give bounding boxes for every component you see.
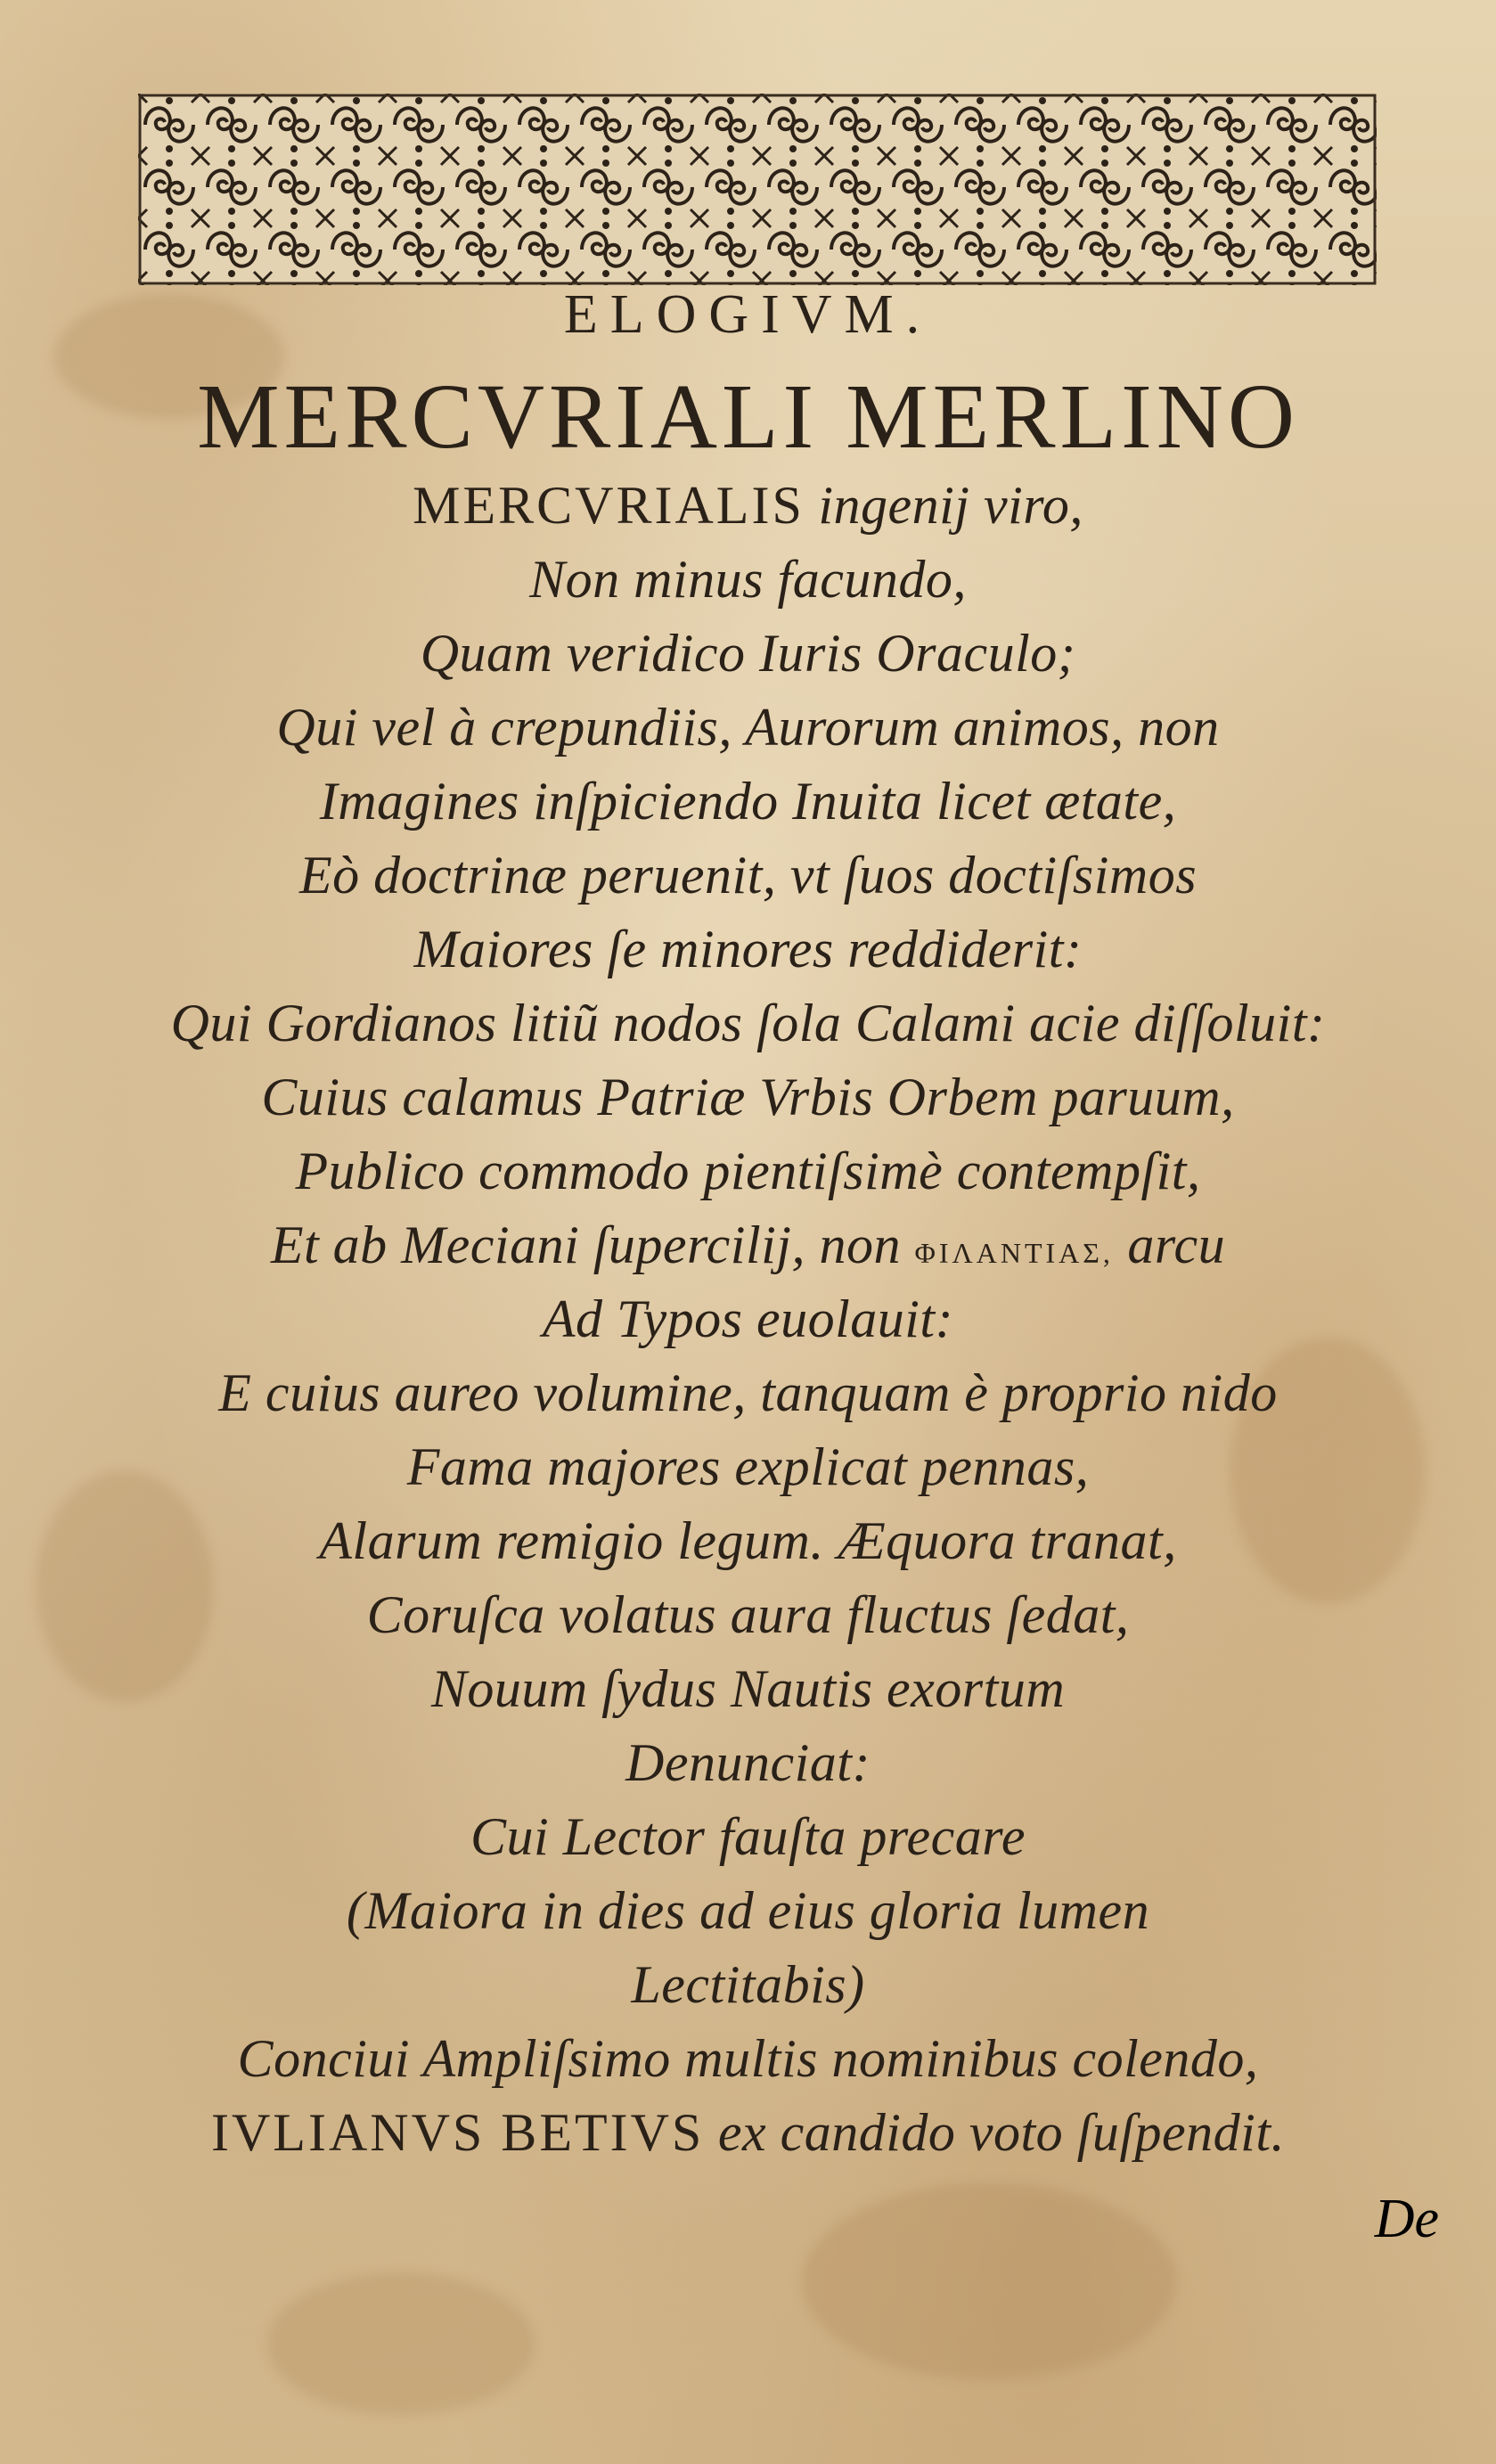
- text-line: Quam veridico Iuris Oraculo;: [420, 624, 1076, 683]
- line-tail: ingenij viro,: [804, 476, 1083, 535]
- greek-word: ΦΙΛΑΝΤΙΑΣ,: [914, 1237, 1114, 1269]
- line-tail: arcu: [1113, 1216, 1226, 1274]
- headpiece-ornament-svg: [138, 94, 1377, 285]
- text-line: Cuius calamus Patriæ Vrbis Orbem paruum,: [261, 1068, 1235, 1126]
- line-lead: IVLIANVS BETIVS: [211, 2103, 705, 2162]
- text-line: E cuius aureo volumine, tanquam è proprio nido: [218, 1363, 1278, 1422]
- text-line: Publico commodo pientiſsimè contempſit,: [295, 1142, 1201, 1200]
- paper-stain: [267, 2272, 535, 2415]
- text-line: Fama majores explicat pennas,: [406, 1437, 1090, 1496]
- text-line: Imagines inſpiciendo Inuita licet ætate,: [319, 772, 1177, 831]
- text-line: Non minus facundo,: [529, 550, 967, 609]
- paper-stain: [802, 2183, 1176, 2379]
- text-line: Qui vel à crepundiis, Aurorum animos, non: [276, 698, 1220, 757]
- text-line: Denunciat:: [625, 1733, 871, 1792]
- line-lead: MERCVRIALIS: [413, 476, 805, 535]
- text-line: Alarum remigio legum. Æquora tranat,: [319, 1511, 1177, 1570]
- text-line: Maiores ſe minores reddiderit:: [413, 920, 1083, 978]
- text-line: Qui Gordianos litiũ nodos ſola Calami acie diſſoluit:: [170, 994, 1326, 1052]
- text-line: [0, 2102, 1496, 2164]
- line-tail: ex candido voto ſuſpendit.: [704, 2103, 1285, 2162]
- text-line: Ad Typos euolauit:: [542, 1289, 954, 1348]
- text-line: [0, 475, 1496, 536]
- text-line: (Maiora in dies ad eius gloria lumen: [346, 1881, 1150, 1940]
- text-line: [0, 1215, 1496, 1276]
- catchword: De: [1374, 2189, 1439, 2249]
- text-line: Eò doctrinæ peruenit, vt ſuos doctiſsimos: [298, 846, 1198, 905]
- text-line: Nouum ſydus Nautis exortum: [430, 1659, 1066, 1718]
- text-line: Coruſca volatus aura fluctus ſedat,: [366, 1585, 1130, 1644]
- dedicatee-line: MERCVRIALI MERLINO: [197, 365, 1299, 468]
- text-line: Lectitabis): [631, 1955, 865, 2014]
- line-lead: Et ab Meciani ſupercilij, non: [270, 1216, 915, 1274]
- decorative-headpiece: [138, 94, 1377, 285]
- text-line: Cui Lector fauſta precare: [470, 1807, 1026, 1866]
- heading: ELOGIVM.: [563, 284, 933, 345]
- text-line: Conciui Ampliſsimo multis nominibus colendo,: [237, 2029, 1259, 2088]
